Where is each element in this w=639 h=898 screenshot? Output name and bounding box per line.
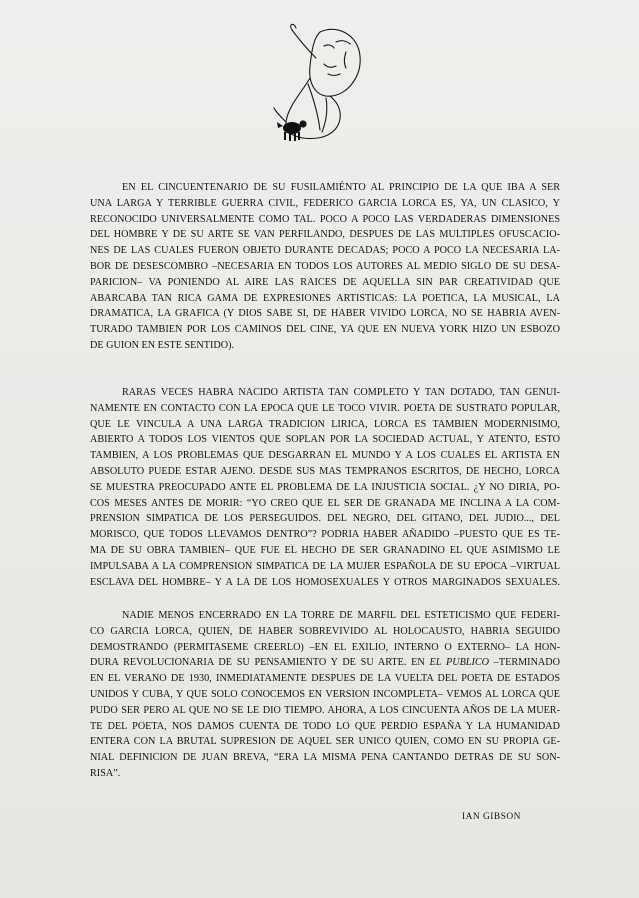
paragraph-line: PRENSION SIMPATICA DE LOS PERSEGUIDOS. DEL NEGRO, DEL GITANO, DEL JUDIO..., DEL xyxy=(90,513,560,525)
paragraph-1 xyxy=(90,180,560,354)
paragraph-line: RISA”. xyxy=(90,767,121,779)
paragraph-line: ABSOLUTO PUEDE ESTAR AJENO. DESDE SUS MAS TEMPRANOS ESCRITOS, DE HECHO, LORCA xyxy=(90,465,560,477)
lorca-self-portrait-drawing-icon xyxy=(262,18,372,148)
paragraph-line: UNIDOS Y CUBA, Y QUE SOLO CONOCEMOS EN VERSION INCOMPLETA– VEMOS AL LORCA QUE xyxy=(90,688,560,700)
paragraph-2 xyxy=(90,385,560,590)
paragraph-line: ESCLAVA DEL HOMBRE– Y A LA DE LOS HOMOSEXUALES Y OTROS MARGINADOS SEXUALES. xyxy=(90,576,560,588)
paragraph-line: MA DE SU OBRA TAMBIEN– QUE FUE EL HECHO DE SER GRANADINO EL QUE ASIMISMO LE xyxy=(90,544,560,556)
paragraph-line: MORISCO, QUE TODOS LLEVAMOS DENTRO”? PODRIA HABER AÑADIDO –PUESTO QUE ES TE- xyxy=(90,529,560,541)
paragraph-line: CO GARCIA LORCA, QUIEN, DE HABER SOBREVIVIDO AL HOLOCAUSTO, HABRIA SEGUIDO xyxy=(90,625,560,637)
paragraph-line: NADIE MENOS ENCERRADO EN LA TORRE DE MARFIL DEL ESTETICISMO QUE FEDERI- xyxy=(122,610,560,621)
paragraph-line: DEMOSTRANDO (PERMITASEME CREERLO) –EN EL EXILIO, INTERNO O EXTERNO– LA HON- xyxy=(90,641,560,653)
paragraph-line: NES DE LAS CUALES FUERON OBJETO DURANTE DECADAS; POCO A POCO LA NECESARIA LA- xyxy=(90,245,560,257)
author-signature: IAN GIBSON xyxy=(462,812,521,822)
paragraph-line: RECONOCIDO UNIVERSALMENTE COMO TAL. POCO A POCO LAS VERDADERAS DIMENSIONES xyxy=(90,213,560,225)
paragraph-line: TE DEL POETA, NOS DAMOS CUENTA DE TODO LO QUE PERDIO ESPAÑA Y LA HUMANIDAD xyxy=(90,720,560,732)
paragraph-line: TURADO TAMBIEN POR LOS CAMINOS DEL CINE, YA QUE EN NUEVA YORK HIZO UN ESBOZO xyxy=(90,324,560,336)
paragraph-line: RARAS VECES HABRA NACIDO ARTISTA TAN COMPLETO Y TAN DOTADO, TAN GENUI- xyxy=(122,387,560,398)
paragraph-line: ENTERA CON LA BRUTAL SUPRESION DE AQUEL SER UNICO QUIEN, COMO EN SU PROPIA GE- xyxy=(90,736,560,748)
paragraph-line: SE MUESTRA PREOCUPADO ANTE EL PROBLEMA DE LA INJUSTICIA SOCIAL. ¿Y NO DIRIA, PO- xyxy=(90,481,560,493)
paragraph-line: TAMBIEN, A LOS PROBLEMAS QUE DESGARRAN EL MUNDO Y A LOS CUALES EL ARTISTA EN xyxy=(90,450,560,462)
paragraph-line-part: –TERMINADO xyxy=(493,657,560,669)
paragraph-line: BOR DE DESESCOMBRO –NECESARIA EN TODOS LOS AUTORES AL MEDIO SIGLO DE SU DESA- xyxy=(90,260,560,272)
paragraph-line-part: DURA REVOLUCIONARIA DE SU PENSAMIENTO Y DE SU ARTE. EN xyxy=(90,657,425,669)
paragraph-line: UNA LARGA Y TERRIBLE GUERRA CIVIL, FEDERICO GARCIA LORCA ES, YA, UN CLASICO, Y xyxy=(90,197,560,209)
paragraph-line: DE GUION EN ESTE SENTIDO). xyxy=(90,339,235,351)
paragraph-line: DRAMATICA, LA GRAFICA (Y DIOS SABE SI, DE HABER VIVIDO LORCA, NO SE HABRIA AVEN- xyxy=(90,308,560,320)
paragraph-line: DEL HOMBRE Y DE SU ARTE SE VAN PERFILANDO, DESPUES DE LAS MULTIPLES OFUSCACIO- xyxy=(90,229,560,241)
paragraph-line: PARICION– VA PONIENDO AL AIRE LAS RAICES DE AQUELLA SIN PAR CREATIVIDAD QUE xyxy=(90,276,560,288)
play-title: EL PUBLICO xyxy=(429,657,490,669)
paragraph-line: QUE LE VINCULA A UNA LARGA TRADICION LIRICA, LORCA ES TAMBIEN MODERNISIMO, xyxy=(90,418,560,430)
paragraph-line: PUDO SER PERO AL QUE NO SE LE DIO TIEMPO. AHORA, A LOS CINCUENTA AÑOS DE LA MUER- xyxy=(90,704,560,716)
paragraph-3 xyxy=(90,608,560,782)
paragraph-line: NAMENTE EN CONTACTO CON LA EPOCA QUE LE TOCO VIVIR. POETA DE SUSTRATO POPULAR, xyxy=(90,402,560,414)
paragraph-line: COS MESES ANTES DE MORIR: “YO CREO QUE EL SER DE GRANADA ME INCLINA A LA COM- xyxy=(90,497,560,509)
paragraph-line: ABARCABA TAN RICA GAMA DE EXPRESIONES ARTISTICAS: LA POETICA, LA MUSICAL, LA xyxy=(90,292,560,304)
paragraph-line: ABIERTO A TODOS LOS VIENTOS QUE SOPLAN POR LA SOCIEDAD ACTUAL, Y ATENTO, ESTO xyxy=(90,434,560,446)
paragraph-line-with-title xyxy=(90,655,560,671)
paragraph-line: EN EL VERANO DE 1930, INMEDIATAMENTE DESPUES DE LA VUELTA DEL POETA DE ESTADOS xyxy=(90,673,560,685)
paragraph-line: EN EL CINCUENTENARIO DE SU FUSILAMIÉNTO AL PRINCIPIO DE LA QUE IBA A SER xyxy=(122,182,560,193)
paragraph-line: NIAL DEFINICION DE JUAN BREVA, “ERA LA MISMA PENA CANTANDO DETRAS DE SU SON- xyxy=(90,752,560,764)
paragraph-line: IMPULSABA A LA COMPRENSION SIMPATICA DE LA MUJER ESPAÑOLA DE SU EPOCA –VIRTUAL xyxy=(90,560,560,572)
